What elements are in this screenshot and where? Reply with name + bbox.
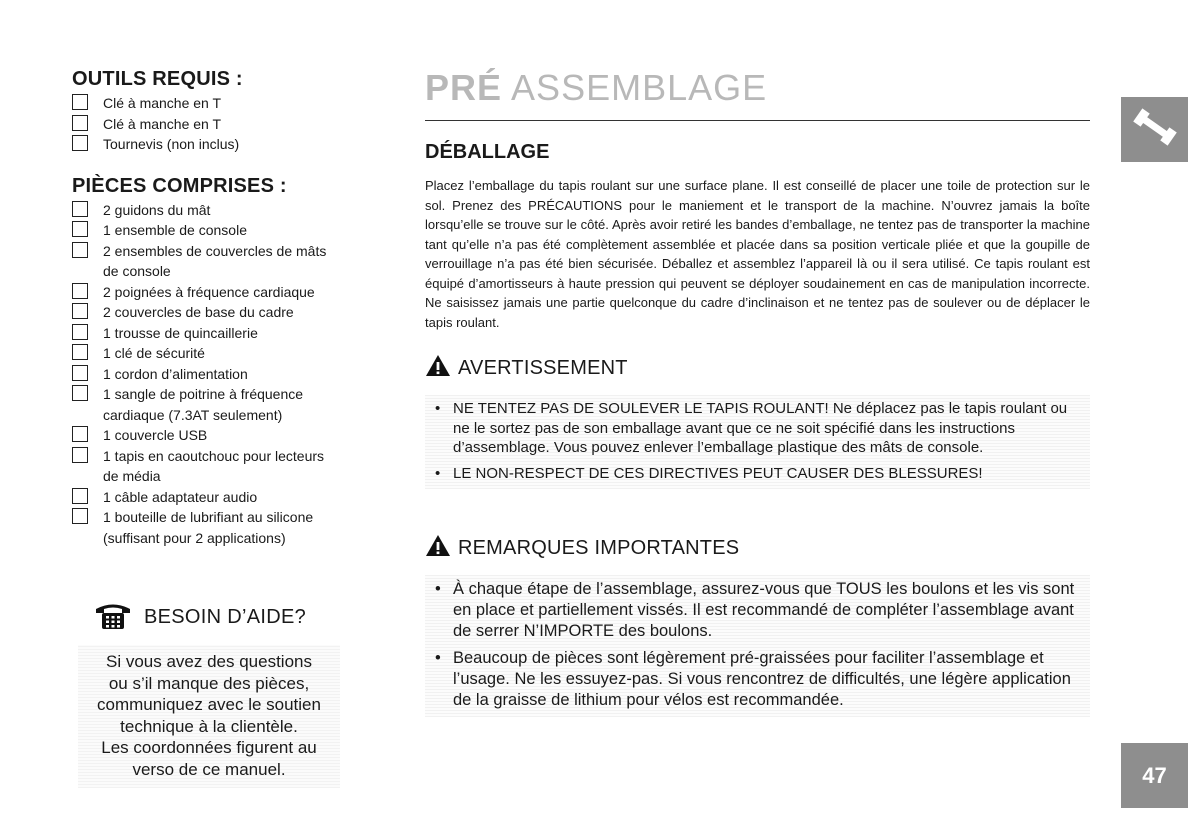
checkbox-icon — [72, 115, 88, 131]
part-label-line: 1 câble adaptateur audio — [103, 488, 258, 505]
checkbox-icon — [72, 283, 88, 299]
warning-item — [435, 399, 1078, 458]
warning-item — [435, 464, 1078, 484]
part-label-line: 2 ensembles de couvercles de mâts — [103, 242, 327, 259]
help-line: Si vous avez des questions — [105, 652, 312, 671]
bullet-icon: • — [435, 649, 441, 667]
notes-heading: REMARQUES IMPORTANTES — [458, 537, 740, 559]
unpack-paragraph: Placez l’emballage du tapis roulant sur une surface plane. Il est conseillé de placer une toile de protection sur le sol. Prenez des PRÉCAUTIONS pour le maniement et le transport de la machine. N’ouvrez jamais la boîte lorsqu’elle se trouve sur le côté. Après avoir retiré les bandes d’emballage, ne tentez pas de transporter la machine tant qu’elle n’a pas été complètement assemblée et placée dans sa position verticale pliée et que la goupille de verrouillage n’a pas été bien sécurisée. Déballez et assemblez l’appareil là ou il sera utilisé. Ce tapis roulant est équipé d’amortisseurs à haute pression qui peuvent se déployer soudainement en cas de manipulation incorrecte. Ne saisissez jamais une partie quelconque du cadre d’inclinaison et ne tentez pas de soulever ou de déplacer le tapis roulant. — [425, 178, 1090, 330]
part-label-line: 1 cordon d’alimentation — [103, 365, 248, 382]
tool-label: Clé à manche en T — [103, 95, 222, 111]
part-item — [72, 507, 372, 548]
part-label-line: 1 couvercle USB — [103, 427, 208, 443]
checkbox-icon — [72, 508, 88, 524]
tools-tab — [1121, 97, 1188, 162]
note-item-text: À chaque étape de l’assemblage, assurez-vous que TOUS les boulons et les vis sont en place et partiellement vissés. Il est recommandé de compléter l’assemblage avant de serrer N’IMPORTE des boulons. — [453, 580, 1075, 640]
warning-item-text: LE NON-RESPECT DE CES DIRECTIVES PEUT CAUSER DES BLESSURES! — [453, 464, 983, 482]
checkbox-icon — [72, 201, 88, 217]
telephone-icon — [94, 600, 132, 635]
checkbox-icon — [72, 365, 88, 381]
help-title-row — [94, 600, 378, 635]
part-item — [72, 487, 372, 508]
checkbox-icon — [72, 324, 88, 340]
checkbox-icon — [72, 426, 88, 442]
checkbox-icon — [72, 221, 88, 237]
part-item — [72, 220, 372, 241]
part-label-line: 1 bouteille de lubrifiant au silicone — [103, 509, 314, 525]
part-item — [72, 446, 372, 487]
part-item — [72, 200, 372, 221]
help-line: verso de ce manuel. — [132, 759, 286, 779]
part-label-line: de média — [103, 468, 161, 484]
parts-heading: PIÈCES COMPRISES : — [72, 174, 287, 197]
checkbox-icon — [72, 303, 88, 319]
part-item — [72, 364, 372, 385]
checkbox-icon — [72, 135, 88, 151]
part-item — [72, 343, 372, 364]
note-item-text: Beaucoup de pièces sont légèrement pré-graissées pour faciliter l’assemblage et l’usage. Ne les essuyez-pas. Si vous rencontrez de difficultés, une légère application de la graisse de lithium pour vélos est recommandée. — [453, 649, 1071, 709]
warning-icon — [425, 354, 451, 383]
warning-list — [435, 399, 1078, 483]
wrench-icon — [1132, 104, 1178, 155]
warning-heading-row — [425, 354, 1090, 383]
part-label-line: (suffisant pour 2 applications) — [103, 529, 286, 546]
checkbox-icon — [72, 344, 88, 360]
help-line: ou s’il manque des pièces, — [108, 673, 310, 693]
part-label-line: 2 poignées à fréquence cardiaque — [103, 283, 315, 300]
help-section — [78, 600, 378, 788]
part-item — [72, 282, 372, 303]
part-label-line: 2 guidons du mât — [103, 201, 211, 218]
note-item — [435, 648, 1078, 711]
part-label-line: de console — [103, 263, 171, 279]
page-title-rest: ASSEMBLAGE — [502, 67, 768, 108]
bullet-icon: • — [435, 464, 441, 482]
part-label-line: 1 clé de sécurité — [103, 345, 205, 361]
page-title-bold: PRÉ — [425, 67, 503, 108]
part-item — [72, 302, 372, 323]
bullet-icon: • — [435, 400, 441, 417]
bullet-icon: • — [435, 580, 441, 598]
notes-list — [435, 579, 1078, 711]
checkbox-icon — [72, 385, 88, 401]
part-label-line: 1 sangle de poitrine à fréquence — [103, 386, 304, 402]
help-line: Les coordonnées figurent au — [101, 738, 317, 757]
tools-heading: OUTILS REQUIS : — [72, 68, 243, 90]
part-item — [72, 384, 372, 425]
part-label-line: 1 tapis en caoutchouc pour lecteurs — [103, 447, 325, 464]
note-item — [435, 579, 1078, 642]
part-label-line: cardiaque (7.3AT seulement) — [103, 406, 283, 423]
help-box — [78, 645, 340, 788]
tool-item — [72, 93, 372, 114]
checkbox-icon — [72, 447, 88, 463]
tools-list — [72, 93, 372, 155]
tool-item — [72, 114, 372, 135]
notes-box — [425, 575, 1090, 717]
warning-icon — [425, 534, 451, 563]
help-title: BESOIN D’AIDE? — [144, 606, 307, 628]
part-item — [72, 241, 372, 282]
checkbox-icon — [72, 488, 88, 504]
checkbox-icon — [72, 242, 88, 258]
tool-label: Clé à manche en T — [103, 115, 222, 132]
warning-box — [425, 395, 1090, 489]
left-column — [72, 68, 372, 548]
page-number: 47 — [1121, 743, 1188, 808]
part-item — [72, 323, 372, 344]
parts-list — [72, 200, 372, 549]
title-rule — [425, 120, 1090, 121]
part-item — [72, 425, 372, 446]
main-column — [425, 66, 1090, 717]
notes-heading-row — [425, 534, 1090, 563]
help-line: technique à la clientèle. — [120, 716, 298, 736]
checkbox-icon — [72, 94, 88, 110]
tool-item — [72, 134, 372, 155]
part-label-line: 1 trousse de quincaillerie — [103, 324, 258, 341]
warning-heading: AVERTISSEMENT — [458, 357, 628, 379]
part-label-line: 1 ensemble de console — [103, 222, 247, 238]
tool-label: Tournevis (non inclus) — [103, 136, 240, 152]
warning-item-text: NE TENTEZ PAS DE SOULEVER LE TAPIS ROULANT! Ne déplacez pas le tapis roulant ou ne le sortez pas de son emballage avant que ce ne soit spécifié dans les instructions d’assemblage. Vous pouvez enlever l’emballage plastique des mâts de console. — [453, 400, 1068, 456]
page-title — [425, 66, 1090, 110]
part-label-line: 2 couvercles de base du cadre — [103, 304, 294, 320]
help-line: communiquez avec le soutien — [97, 695, 321, 714]
unpack-heading: DÉBALLAGE — [425, 141, 550, 163]
